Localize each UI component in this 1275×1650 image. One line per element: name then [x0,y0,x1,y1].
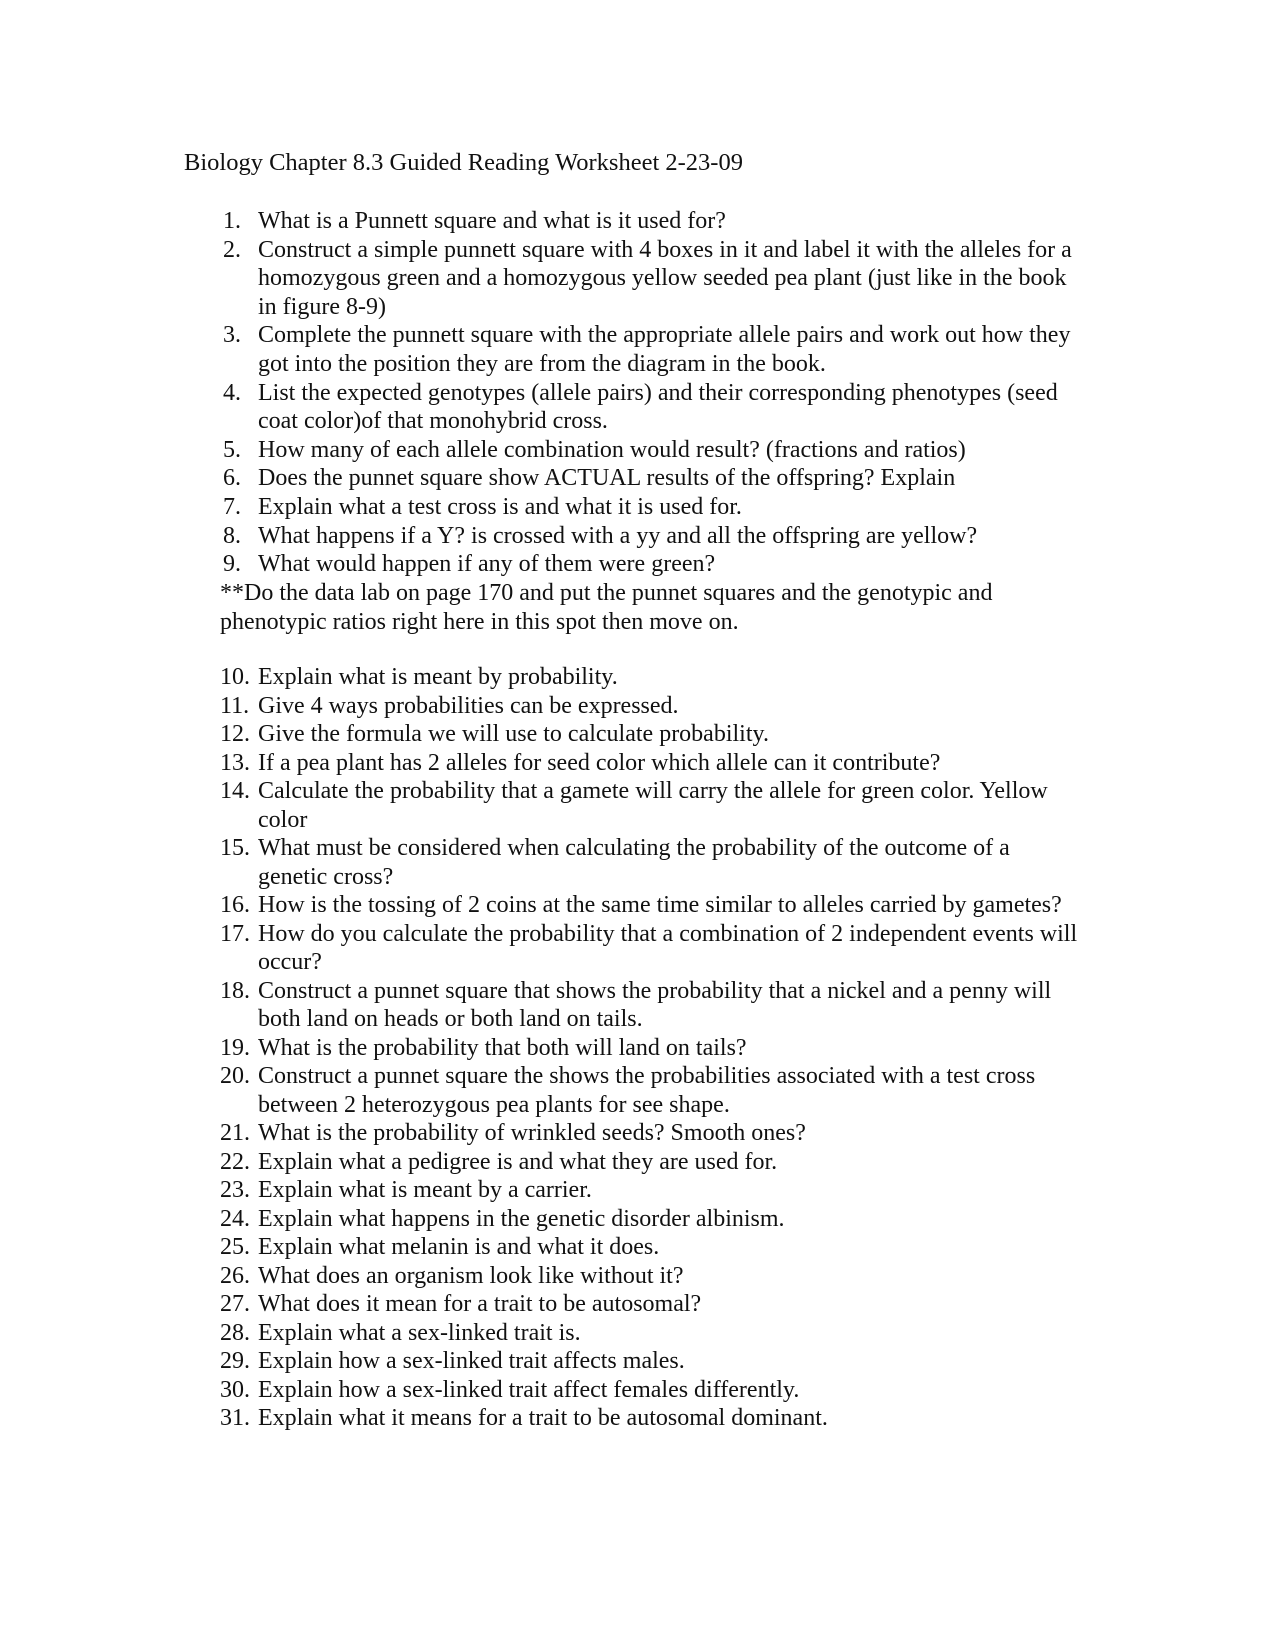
question-text: Explain what it means for a trait to be autosomal dominant. [258,1405,828,1431]
question-item [220,550,1080,579]
question-item [220,1062,1080,1119]
question-item [220,920,1080,977]
question-number: 5. [223,436,241,463]
question-text: Construct a punnet square that shows the probability that a nickel and a penny will both land on heads or both land on tails. [258,977,1052,1032]
question-number: 1. [223,208,241,234]
question-text: If a pea plant has 2 alleles for seed color which allele can it contribute? [258,749,941,776]
question-number: 13. [220,749,250,776]
question-number: 20. [220,1063,250,1089]
question-item [220,1148,1080,1177]
question-number: 8. [223,522,241,549]
question-item [220,663,1080,692]
question-number: 9. [223,551,241,578]
question-text: Explain how a sex-linked trait affects males. [258,1348,685,1374]
question-number: 24. [220,1205,250,1232]
question-number: 18. [220,977,250,1004]
question-number: 19. [220,1034,250,1061]
worksheet-title: Biology Chapter 8.3 Guided Reading Worksheet 2-23-09 [184,149,743,176]
question-number: 2. [223,236,241,263]
question-text: Explain what is meant by probability. [258,664,618,690]
question-text: What does an organism look like without it? [258,1262,684,1289]
question-number: 4. [223,379,241,406]
question-item [220,1262,1080,1291]
question-number: 7. [223,493,241,520]
question-item [220,720,1080,749]
question-number: 26. [220,1262,250,1289]
question-item [220,522,1080,551]
question-text: Give the formula we will use to calculate probability. [258,721,769,747]
question-item [220,321,1080,378]
question-item [220,1034,1080,1063]
question-item [220,379,1080,436]
question-number: 16. [220,892,250,918]
question-item [220,977,1080,1034]
question-number: 23. [220,1177,250,1203]
question-number: 14. [220,778,250,804]
question-number: 10. [220,664,250,690]
question-number: 21. [220,1120,250,1146]
question-item [220,891,1080,920]
question-text: Does the punnet square show ACTUAL results of the offspring? Explain [258,465,956,492]
question-text: Complete the punnett square with the appropriate allele pairs and work out how they got into the position they are from the diagram in the book. [258,322,1071,377]
question-text: What is the probability that both will land on tails? [258,1034,747,1061]
question-item [220,1347,1080,1376]
question-text: Explain what is meant by a carrier. [258,1177,592,1203]
data-lab-note: **Do the data lab on page 170 and put the punnet squares and the genotypic and phenotypic ratios right here in this spot then move on. [220,580,993,635]
question-text: List the expected genotypes (allele pairs) and their corresponding phenotypes (seed coat color)of that monohybrid cross. [258,379,1058,435]
question-text: How do you calculate the probability that a combination of 2 independent events will occur? [258,920,1078,975]
question-text: What does it mean for a trait to be autosomal? [258,1291,702,1317]
question-item [220,1319,1080,1348]
question-item [220,749,1080,778]
question-text: Explain how a sex-linked trait affect females differently. [258,1376,800,1403]
question-number: 31. [220,1405,250,1431]
question-text: How is the tossing of 2 coins at the same time similar to alleles carried by gametes? [258,892,1062,918]
question-number: 30. [220,1376,250,1403]
question-item [220,1176,1080,1205]
question-number: 3. [223,322,241,349]
question-text: What happens if a Y? is crossed with a yy and all the offspring are yellow? [258,522,978,549]
question-text: Explain what happens in the genetic disorder albinism. [258,1205,785,1232]
question-number: 28. [220,1319,250,1346]
question-text: What is the probability of wrinkled seeds? Smooth ones? [258,1120,806,1146]
question-item [220,436,1080,465]
question-text: Calculate the probability that a gamete will carry the allele for green color. Yellow color [258,778,1048,833]
question-item [220,692,1080,721]
question-number: 12. [220,721,250,747]
question-list-part2 [220,663,1080,1433]
question-item [220,464,1080,493]
question-item [220,236,1080,322]
question-text: Explain what melanin is and what it does. [258,1234,660,1260]
question-number: 29. [220,1348,250,1374]
question-item [220,1290,1080,1319]
question-text: What would happen if any of them were green? [258,551,716,578]
question-text: Explain what a test cross is and what it is used for. [258,493,742,520]
question-item [220,493,1080,522]
question-item [220,1119,1080,1148]
question-text: How many of each allele combination would result? (fractions and ratios) [258,436,966,463]
question-item [220,777,1080,834]
question-item [220,834,1080,891]
question-number: 22. [220,1148,250,1175]
question-item [220,1205,1080,1234]
question-item [220,1376,1080,1405]
question-item [220,1404,1080,1433]
question-text: What is a Punnett square and what is it used for? [258,208,726,234]
question-text: What must be considered when calculating the probability of the outcome of a genetic cross? [258,835,1010,890]
question-list-part1 [220,207,1080,579]
question-item [220,207,1080,236]
question-item [220,1233,1080,1262]
question-number: 6. [223,465,241,492]
question-text: Construct a punnet square the shows the probabilities associated with a test cross between 2 heterozygous pea plants for see shape. [258,1063,1036,1118]
question-text: Construct a simple punnett square with 4 boxes in it and label it with the alleles for a homozygous green and a homozygous yellow seeded pea plant (just like in the book in figure 8-9) [258,236,1072,320]
question-number: 11. [220,692,250,719]
question-number: 25. [220,1234,250,1260]
question-number: 15. [220,835,250,861]
question-text: Give 4 ways probabilities can be expressed. [258,692,679,719]
question-number: 27. [220,1291,250,1317]
question-text: Explain what a sex-linked trait is. [258,1319,581,1346]
question-text: Explain what a pedigree is and what they are used for. [258,1148,778,1175]
question-number: 17. [220,920,250,947]
